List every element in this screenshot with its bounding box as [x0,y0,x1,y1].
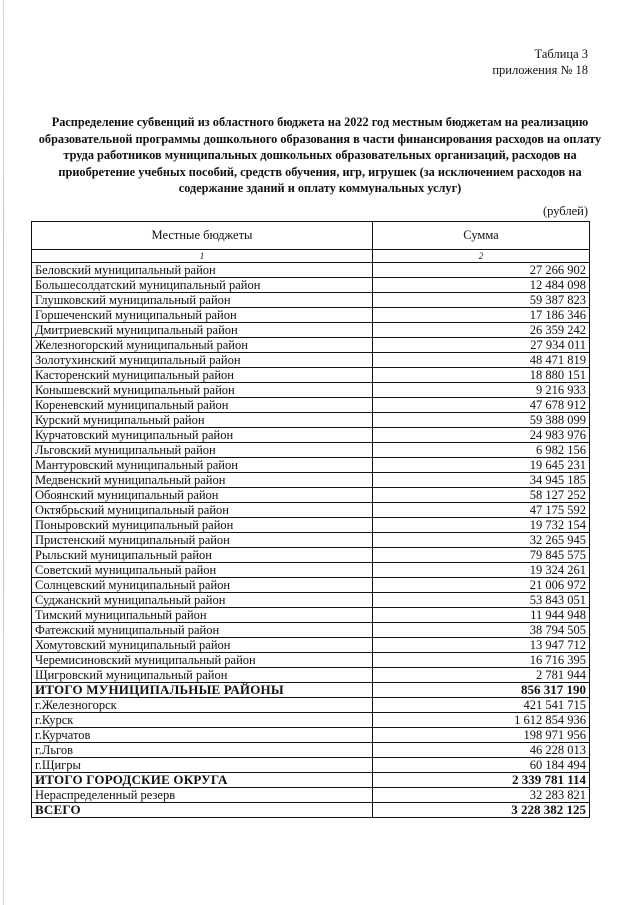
budget-name-cell: Нераспределенный резерв [32,788,373,803]
table-row [32,533,590,548]
budget-name-cell: Медвенский муниципальный район [32,473,373,488]
budget-name-cell: Беловский муниципальный район [32,263,373,278]
budget-name-cell: Суджанский муниципальный район [32,593,373,608]
budget-name-cell: Пристенский муниципальный район [32,533,373,548]
table-row [32,743,590,758]
table-total-row [32,773,590,788]
table-header-row [32,222,590,250]
scan-edge-line [3,0,4,905]
budget-name-cell: Тимский муниципальный район [32,608,373,623]
table-row [32,383,590,398]
table-row [32,398,590,413]
table-row [32,503,590,518]
budget-name-cell: Хомутовский муниципальный район [32,638,373,653]
table-row [32,788,590,803]
amount-cell: 27 934 011 [373,338,590,353]
appendix-number: приложения № 18 [492,63,588,77]
amount-cell: 2 781 944 [373,668,590,683]
budget-name-cell: Льговский муниципальный район [32,443,373,458]
table-row [32,578,590,593]
amount-cell: 48 471 819 [373,353,590,368]
budget-name-cell: г.Курчатов [32,728,373,743]
table-number: Таблица 3 [534,47,588,61]
distribution-table [31,221,590,818]
amount-cell: 47 678 912 [373,398,590,413]
budget-name-cell: ИТОГО МУНИЦИПАЛЬНЫЕ РАЙОНЫ [32,683,373,698]
table-total-row [32,683,590,698]
budget-name-cell: Кореневский муниципальный район [32,398,373,413]
table-row [32,263,590,278]
budget-name-cell: Рыльский муниципальный район [32,548,373,563]
amount-cell: 34 945 185 [373,473,590,488]
table-row [32,458,590,473]
budget-name-cell: Дмитриевский муниципальный район [32,323,373,338]
amount-cell: 60 184 494 [373,758,590,773]
budget-name-cell: г.Льгов [32,743,373,758]
budget-name-cell: Курский муниципальный район [32,413,373,428]
column-number-1: 1 [32,250,373,263]
amount-cell: 19 645 231 [373,458,590,473]
budget-name-cell: г.Железногорск [32,698,373,713]
table-row [32,323,590,338]
budget-name-cell: Октябрьский муниципальный район [32,503,373,518]
table-row [32,443,590,458]
amount-cell: 856 317 190 [373,683,590,698]
amount-cell: 27 266 902 [373,263,590,278]
budget-name-cell: Обоянский муниципальный район [32,488,373,503]
amount-cell: 6 982 156 [373,443,590,458]
budget-name-cell: Глушковский муниципальный район [32,293,373,308]
budget-name-cell: Солнцевский муниципальный район [32,578,373,593]
amount-cell: 9 216 933 [373,383,590,398]
column-number-2: 2 [373,250,590,263]
amount-cell: 19 324 261 [373,563,590,578]
amount-cell: 32 283 821 [373,788,590,803]
table-row [32,758,590,773]
budget-name-cell: Горшеченский муниципальный район [32,308,373,323]
table-reference [492,46,588,78]
table-row [32,608,590,623]
table-row [32,728,590,743]
table-row [32,638,590,653]
table-row [32,353,590,368]
column-header-budgets: Местные бюджеты [32,222,373,250]
amount-cell: 47 175 592 [373,503,590,518]
budget-name-cell: Большесолдатский муниципальный район [32,278,373,293]
column-header-amount: Сумма [373,222,590,250]
budget-name-cell: Касторенский муниципальный район [32,368,373,383]
table-row [32,668,590,683]
table-row [32,518,590,533]
amount-cell: 59 388 099 [373,413,590,428]
budget-name-cell: г.Щигры [32,758,373,773]
table-body [32,263,590,818]
amount-cell: 18 880 151 [373,368,590,383]
table-row [32,368,590,383]
budget-name-cell: Черемисиновский муниципальный район [32,653,373,668]
budget-name-cell: Мантуровский муниципальный район [32,458,373,473]
table-row [32,308,590,323]
table-row [32,698,590,713]
amount-cell: 19 732 154 [373,518,590,533]
budget-name-cell: Конышевский муниципальный район [32,383,373,398]
amount-cell: 3 228 382 125 [373,803,590,818]
table-row [32,428,590,443]
table-row [32,593,590,608]
amount-cell: 13 947 712 [373,638,590,653]
budget-name-cell: Советский муниципальный район [32,563,373,578]
column-number-row [32,250,590,263]
amount-cell: 11 944 948 [373,608,590,623]
table-row [32,563,590,578]
table-row [32,278,590,293]
amount-cell: 59 387 823 [373,293,590,308]
table-row [32,713,590,728]
table-row [32,623,590,638]
budget-name-cell: ИТОГО ГОРОДСКИЕ ОКРУГА [32,773,373,788]
table-row [32,293,590,308]
budget-name-cell: Фатежский муниципальный район [32,623,373,638]
budget-name-cell: Железногорский муниципальный район [32,338,373,353]
amount-cell: 53 843 051 [373,593,590,608]
amount-cell: 12 484 098 [373,278,590,293]
units-label: (рублей) [542,204,588,218]
amount-cell: 79 845 575 [373,548,590,563]
table-row [32,548,590,563]
budget-name-cell: г.Курск [32,713,373,728]
amount-cell: 26 359 242 [373,323,590,338]
amount-cell: 21 006 972 [373,578,590,593]
amount-cell: 17 186 346 [373,308,590,323]
table-row [32,413,590,428]
amount-cell: 32 265 945 [373,533,590,548]
document-title: Распределение субвенций из областного бюджета на 2022 год местным бюджетам на реализацию образовательной программы дошкольного образования в части финансирования расходов на оплату труда работников муниципальных дошкольных образовательных организаций, расходов на приобретение учебных пособий, средств обучения, игр, игрушек (за исключением расходов на содержание зданий и оплату коммунальных услуг) [38,115,602,196]
budget-name-cell: Поныровский муниципальный район [32,518,373,533]
table-total-row [32,803,590,818]
budget-name-cell: Щигровский муниципальный район [32,668,373,683]
budget-name-cell: Золотухинский муниципальный район [32,353,373,368]
amount-cell: 421 541 715 [373,698,590,713]
amount-cell: 58 127 252 [373,488,590,503]
table-row [32,338,590,353]
amount-cell: 24 983 976 [373,428,590,443]
budget-name-cell: Курчатовский муниципальный район [32,428,373,443]
budget-name-cell: ВСЕГО [32,803,373,818]
table-row [32,653,590,668]
table-row [32,488,590,503]
amount-cell: 198 971 956 [373,728,590,743]
amount-cell: 1 612 854 936 [373,713,590,728]
table-row [32,473,590,488]
amount-cell: 46 228 013 [373,743,590,758]
amount-cell: 38 794 505 [373,623,590,638]
amount-cell: 16 716 395 [373,653,590,668]
amount-cell: 2 339 781 114 [373,773,590,788]
